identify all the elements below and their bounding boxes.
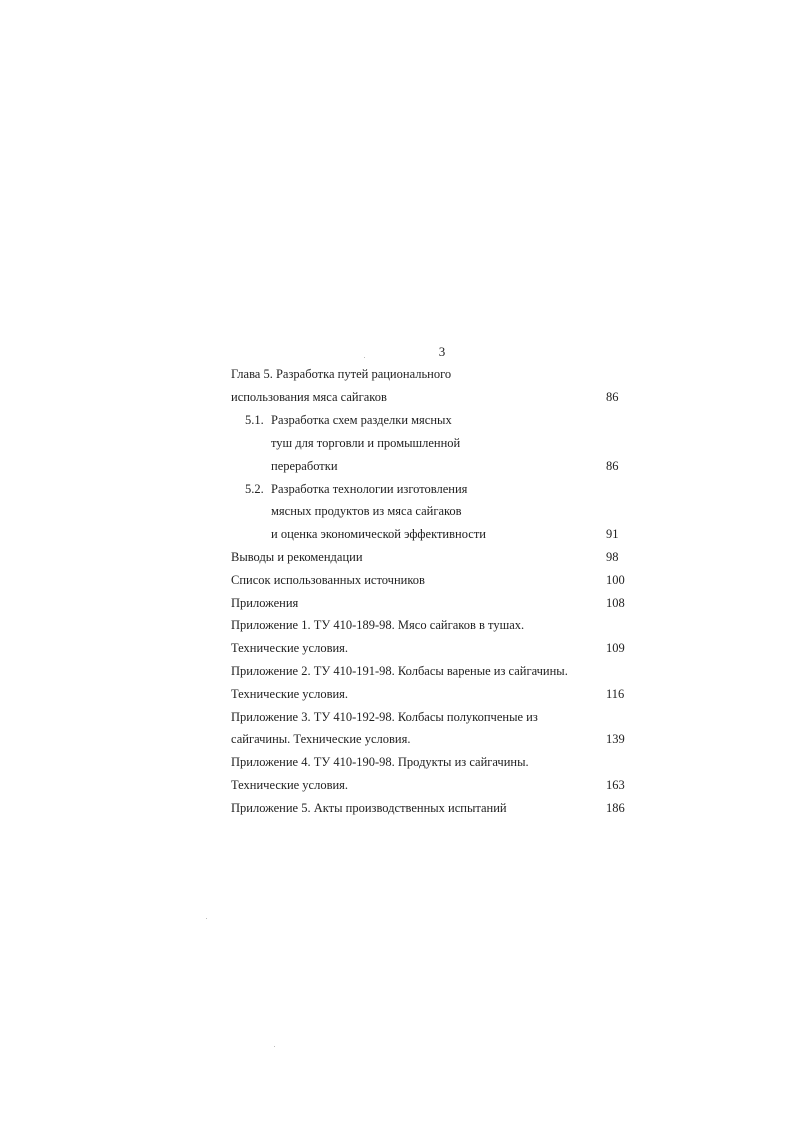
toc-appendix-1-page: 109	[606, 641, 625, 655]
toc-appendix-4-page: 163	[606, 778, 625, 792]
toc-references: Список использованных источников	[231, 573, 425, 587]
toc-section-5-1-line-1	[245, 412, 452, 428]
toc-section-5-2-number: 5.2.	[245, 482, 264, 496]
scan-speck	[364, 357, 365, 358]
toc-appendix-1-line-2: Технические условия.	[231, 641, 349, 655]
toc-section-5-1-line-2: туш для торговли и промышленной	[271, 436, 461, 450]
toc-chapter-5-line-2: использования мяса сайгаков	[231, 390, 387, 404]
toc-appendix-5: Приложение 5. Акты производственных испытаний	[231, 801, 507, 815]
toc-section-5-1-line-3: переработки	[271, 459, 338, 473]
toc-appendix-2-line-2: Технические условия.	[231, 687, 349, 701]
toc-appendix-1-line-1: Приложение 1. ТУ 410-189-98. Мясо сайгаков в тушах.	[231, 618, 525, 632]
toc-appendix-2-page: 116	[606, 687, 625, 701]
toc-appendices-page: 108	[606, 596, 625, 610]
toc-conclusions-page: 98	[606, 550, 619, 564]
toc-chapter-5-page: 86	[606, 390, 619, 404]
toc-appendix-4-line-2: Технические условия.	[231, 778, 349, 792]
toc-section-5-2-line-2: мясных продуктов из мяса сайгаков	[271, 504, 462, 518]
toc-appendix-4-line-1: Приложение 4. ТУ 410-190-98. Продукты из сайгачины.	[231, 755, 529, 769]
toc-appendix-3-line-1: Приложение 3. ТУ 410-192-98. Колбасы полукопченые из	[231, 710, 538, 724]
toc-conclusions: Выводы и рекомендации	[231, 550, 363, 564]
toc-section-5-1-title: Разработка схем разделки мясных	[271, 413, 452, 427]
toc-appendix-5-page: 186	[606, 801, 625, 815]
toc-appendix-3-page: 139	[606, 732, 625, 746]
toc-references-page: 100	[606, 573, 625, 587]
toc-chapter-5-line-1: Глава 5. Разработка путей рационального	[231, 367, 452, 381]
toc-section-5-1-number: 5.1.	[245, 413, 264, 427]
toc-section-5-2-title: Разработка технологии изготовления	[271, 482, 468, 496]
toc-appendix-2-line-1: Приложение 2. ТУ 410-191-98. Колбасы вареные из сайгачины.	[231, 664, 568, 678]
scan-speck	[206, 918, 207, 919]
page-number: 3	[438, 344, 446, 359]
toc-section-5-2-page: 91	[606, 527, 619, 541]
toc-section-5-1-page: 86	[606, 459, 619, 473]
toc-appendix-3-line-2: сайгачины. Технические условия.	[231, 732, 411, 746]
toc-section-5-2-line-3: и оценка экономической эффективности	[271, 527, 486, 541]
toc-appendices: Приложения	[231, 596, 299, 610]
scan-speck	[274, 1046, 275, 1047]
toc-section-5-2-line-1	[245, 481, 467, 497]
